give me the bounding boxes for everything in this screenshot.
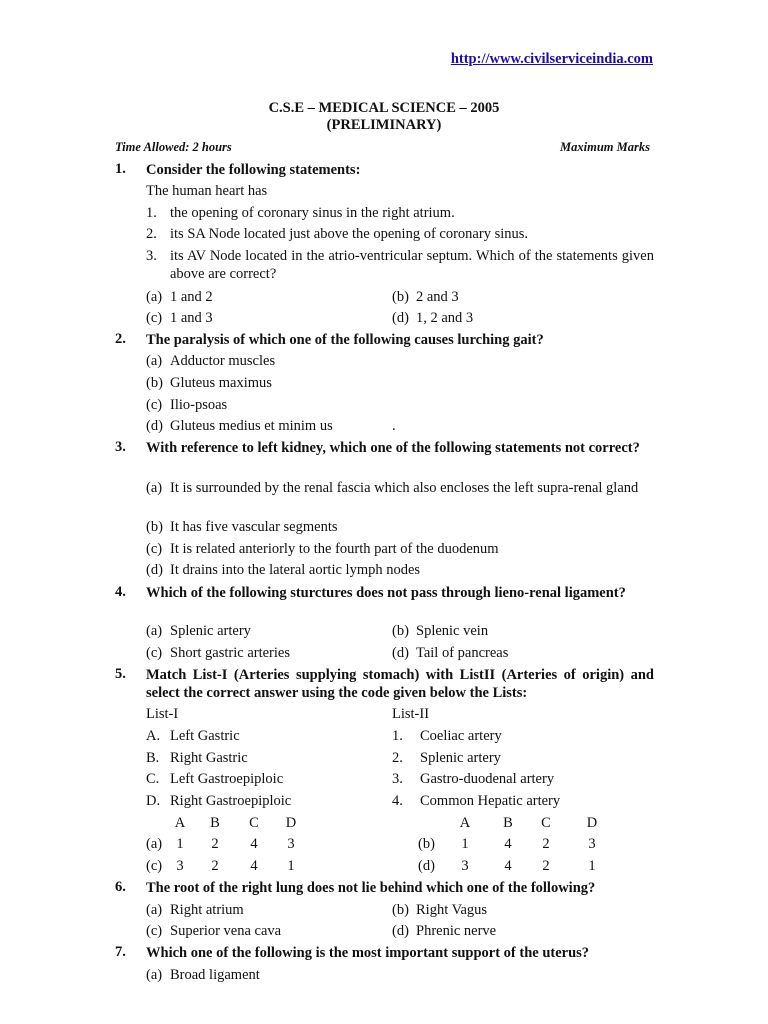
code-value: 1 — [588, 858, 596, 874]
question-intro: The human heart has — [146, 183, 268, 199]
list1-item — [146, 727, 240, 745]
option-text: 1, 2 and 3 — [416, 310, 474, 326]
option-d[interactable] — [392, 922, 496, 940]
exam-subtitle: (PRELIMINARY) — [326, 117, 442, 133]
statement-number: 2. — [146, 226, 157, 242]
option-a[interactable] — [146, 479, 654, 497]
code-value: 1 — [461, 836, 469, 852]
question-text: With reference to left kidney, which one of the following statements not correct? — [146, 440, 640, 456]
option-label: (a) — [146, 480, 163, 496]
option-d[interactable] — [146, 561, 420, 579]
option-c[interactable] — [146, 922, 281, 940]
option-text: Phrenic nerve — [416, 923, 497, 939]
statement-number: 1. — [146, 205, 157, 221]
option-label: (a) — [146, 623, 163, 639]
option-label: (d) — [392, 310, 409, 326]
option-label: (c) — [146, 310, 163, 326]
option-a[interactable] — [146, 352, 275, 370]
item-label: 3. — [392, 771, 403, 787]
option-label: (b) — [392, 289, 409, 305]
code-option-c[interactable]: (c) — [146, 858, 163, 874]
option-b[interactable] — [146, 518, 338, 536]
list2-item — [392, 749, 501, 767]
option-text: Broad ligament — [170, 967, 260, 983]
item-text: Left Gastric — [170, 728, 240, 744]
item-label: A. — [146, 728, 161, 744]
option-label: (a) — [146, 353, 163, 369]
option-label: (d) — [146, 418, 163, 434]
code-header: B — [503, 815, 513, 831]
option-d[interactable] — [392, 309, 473, 327]
code-value: 2 — [542, 858, 550, 874]
code-value: 2 — [211, 836, 219, 852]
option-label: (c) — [146, 645, 163, 661]
option-b[interactable] — [392, 622, 488, 640]
option-label: (c) — [146, 923, 163, 939]
option-text: 2 and 3 — [416, 289, 459, 305]
question-number: 1. — [115, 161, 126, 177]
option-text: Superior vena cava — [170, 923, 282, 939]
code-header: A — [459, 815, 471, 831]
option-b[interactable] — [392, 288, 459, 306]
option-a[interactable] — [146, 901, 244, 919]
option-text: Gluteus maximus — [170, 375, 272, 391]
option-text: Gluteus medius et minim us — [170, 418, 333, 434]
option-label: (d) — [392, 645, 409, 661]
maximum-marks: Maximum Marks — [560, 140, 650, 154]
code-option-a[interactable]: (a) — [146, 836, 163, 852]
option-text: It has five vascular segments — [170, 519, 338, 535]
code-value: 3 — [461, 858, 469, 874]
question-text: The root of the right lung does not lie behind which one of the following? — [146, 880, 596, 896]
item-text: Right Gastroepiploic — [170, 793, 292, 809]
code-value: 2 — [211, 858, 219, 874]
option-label: (d) — [146, 562, 163, 578]
option-label: (b) — [392, 902, 409, 918]
option-label: (c) — [146, 541, 163, 557]
question-text: Which one of the following is the most important support of the uterus? — [146, 945, 590, 961]
question-text: Which of the following sturctures does not pass through lieno-renal ligament? — [146, 585, 626, 601]
item-text: Left Gastroepiploic — [170, 771, 284, 787]
code-header: D — [285, 815, 297, 831]
option-text: Right Vagus — [416, 902, 488, 918]
code-value: 2 — [542, 836, 550, 852]
item-text: Right Gastric — [170, 750, 248, 766]
option-c[interactable] — [146, 644, 290, 662]
list1-item — [146, 749, 248, 767]
question-number: 4. — [115, 584, 126, 600]
statement-text: its SA Node located just above the opening of coronary sinus. — [170, 226, 529, 242]
option-label: (b) — [146, 519, 163, 535]
code-value: 4 — [504, 858, 512, 874]
option-text: It is surrounded by the renal fascia which also encloses the left supra-renal gland — [170, 480, 639, 496]
question-number: 6. — [115, 879, 126, 895]
option-text: It drains into the lateral aortic lymph nodes — [170, 562, 421, 578]
item-label: 1. — [392, 728, 403, 744]
option-a[interactable] — [146, 622, 251, 640]
code-header: D — [586, 815, 598, 831]
list1-item — [146, 792, 291, 810]
code-header: C — [249, 815, 259, 831]
item-text: Coeliac artery — [420, 728, 502, 744]
item-label: 2. — [392, 750, 403, 766]
option-text: Splenic vein — [416, 623, 489, 639]
option-text: Right atrium — [170, 902, 244, 918]
option-label: (c) — [146, 397, 163, 413]
statement-text: its AV Node located in the atrio-ventricular septum. Which of the statements given above are correct? — [170, 248, 654, 282]
code-option-b[interactable]: (b) — [418, 836, 435, 852]
option-a[interactable] — [146, 288, 213, 306]
option-text: Tail of pancreas — [416, 645, 509, 661]
item-label: B. — [146, 750, 160, 766]
code-header: C — [541, 815, 551, 831]
option-label: (d) — [392, 923, 409, 939]
code-value: 1 — [287, 858, 295, 874]
list1-item — [146, 770, 283, 788]
code-value: 1 — [176, 836, 184, 852]
code-header: A — [174, 815, 186, 831]
code-value: 4 — [250, 836, 258, 852]
option-text: Ilio-psoas — [170, 397, 228, 413]
code-value: 4 — [250, 858, 258, 874]
option-text: 1 and 3 — [170, 310, 213, 326]
question-number: 5. — [115, 666, 126, 682]
option-d[interactable] — [392, 644, 508, 662]
question-text: The paralysis of which one of the following causes lurching gait? — [146, 332, 544, 348]
option-a[interactable] — [146, 966, 260, 984]
statement-number: 3. — [146, 248, 157, 264]
item-text: Splenic artery — [420, 750, 501, 766]
statement-text: the opening of coronary sinus in the right atrium. — [170, 205, 455, 221]
option-label: (b) — [146, 375, 163, 391]
option-text: It is related anteriorly to the fourth part of the duodenum — [170, 541, 499, 557]
option-label: (b) — [392, 623, 409, 639]
option-label: (a) — [146, 902, 163, 918]
exam-title: C.S.E – MEDICAL SCIENCE – 2005 — [268, 100, 500, 116]
question-text: Consider the following statements: — [146, 162, 361, 178]
option-b[interactable] — [392, 901, 487, 919]
code-value: 3 — [588, 836, 596, 852]
option-b[interactable] — [146, 374, 272, 392]
item-label: C. — [146, 771, 160, 787]
code-value: 4 — [504, 836, 512, 852]
source-url-link[interactable]: http://www.civilserviceindia.com — [450, 51, 653, 67]
list1-title: List-I — [146, 706, 179, 722]
list2-item — [392, 727, 502, 745]
option-text: Short gastric arteries — [170, 645, 290, 661]
item-label: 4. — [392, 793, 403, 809]
code-header: B — [210, 815, 220, 831]
option-text: Adductor muscles — [170, 353, 276, 369]
item-label: D. — [146, 793, 161, 809]
code-value: 3 — [287, 836, 295, 852]
list2-item — [392, 792, 560, 810]
question-number: 2. — [115, 331, 126, 347]
list2-item — [392, 770, 554, 788]
list2-title: List-II — [392, 706, 430, 722]
option-c[interactable] — [146, 540, 499, 558]
option-text: 1 and 2 — [170, 289, 213, 305]
option-c[interactable] — [146, 309, 213, 327]
code-value: 3 — [176, 858, 184, 874]
item-text: Common Hepatic artery — [420, 793, 561, 809]
time-allowed: Time Allowed: 2 hours — [115, 140, 232, 154]
option-label: (a) — [146, 289, 163, 305]
option-text: Splenic artery — [170, 623, 251, 639]
option-c[interactable] — [146, 396, 227, 414]
question-number: 3. — [115, 439, 126, 455]
item-text: Gastro-duodenal artery — [420, 771, 555, 787]
option-label: (a) — [146, 967, 163, 983]
code-option-d[interactable]: (d) — [418, 858, 435, 874]
question-text: Match List-I (Arteries supplying stomach) with ListII (Arteries of origin) and select the correct answer using the code given below the Lists: — [146, 667, 654, 701]
stray-dot: . — [392, 418, 396, 434]
question-number: 7. — [115, 944, 126, 960]
statement-item — [146, 247, 654, 283]
option-d[interactable] — [146, 417, 333, 435]
